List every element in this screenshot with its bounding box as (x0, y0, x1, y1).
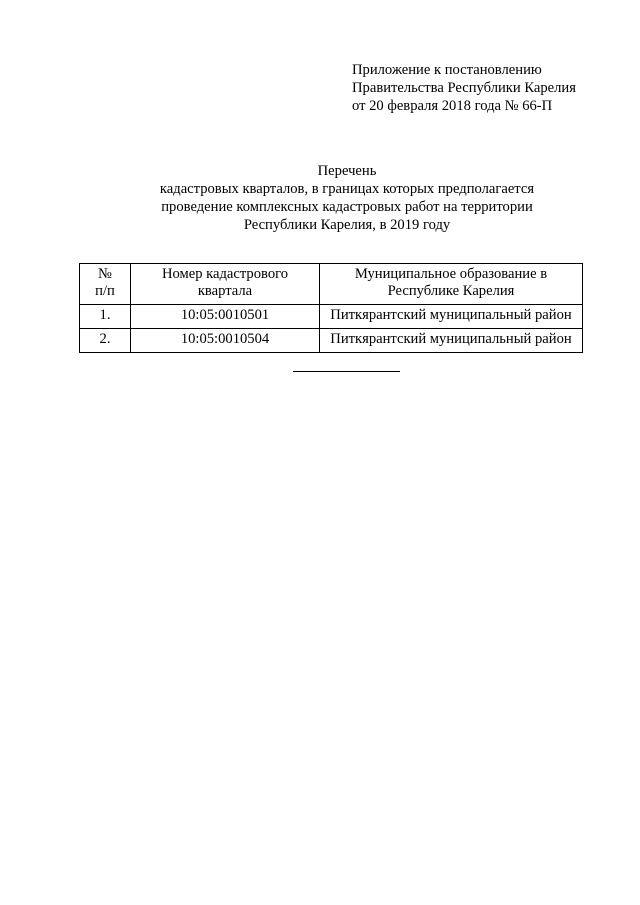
header-municipality (320, 264, 583, 305)
header-municipality-line-2: Республике Карелия (387, 283, 515, 299)
header-number-line-2: п/п (95, 283, 115, 299)
cell-number: 1. (80, 305, 131, 329)
table-header-row (80, 264, 583, 305)
document-title (80, 162, 614, 234)
cell-number: 2. (80, 329, 131, 353)
header-number-line-1: № (98, 266, 112, 282)
header-quarter-line-2: квартала (197, 283, 253, 299)
header-quarter-line-1: Номер кадастрового (161, 266, 289, 282)
title-line-3: проведение комплексных кадастровых работ на территории (161, 199, 533, 215)
header-quarter (131, 264, 320, 305)
cell-quarter: 10:05:0010501 (131, 305, 320, 329)
cell-quarter: 10:05:0010504 (131, 329, 320, 353)
appendix-line-2: Правительства Республики Карелия (352, 80, 576, 96)
table-row (80, 305, 583, 329)
title-line-4: Республики Карелия, в 2019 году (243, 217, 451, 233)
header-municipality-line-1: Муниципальное образование в (354, 266, 548, 282)
appendix-header (352, 61, 576, 115)
table-row (80, 329, 583, 353)
header-number (80, 264, 131, 305)
title-line-2: кадастровых кварталов, в границах которых предполагается (159, 181, 535, 197)
appendix-line-1: Приложение к постановлению (352, 62, 542, 78)
cell-municipality: Питкярантский муниципальный район (320, 305, 583, 329)
end-divider-line (293, 371, 400, 372)
title-line-1: Перечень (317, 163, 377, 179)
cadastral-quarters-table (79, 263, 583, 353)
cell-municipality: Питкярантский муниципальный район (320, 329, 583, 353)
appendix-line-3: от 20 февраля 2018 года № 66-П (352, 98, 553, 114)
